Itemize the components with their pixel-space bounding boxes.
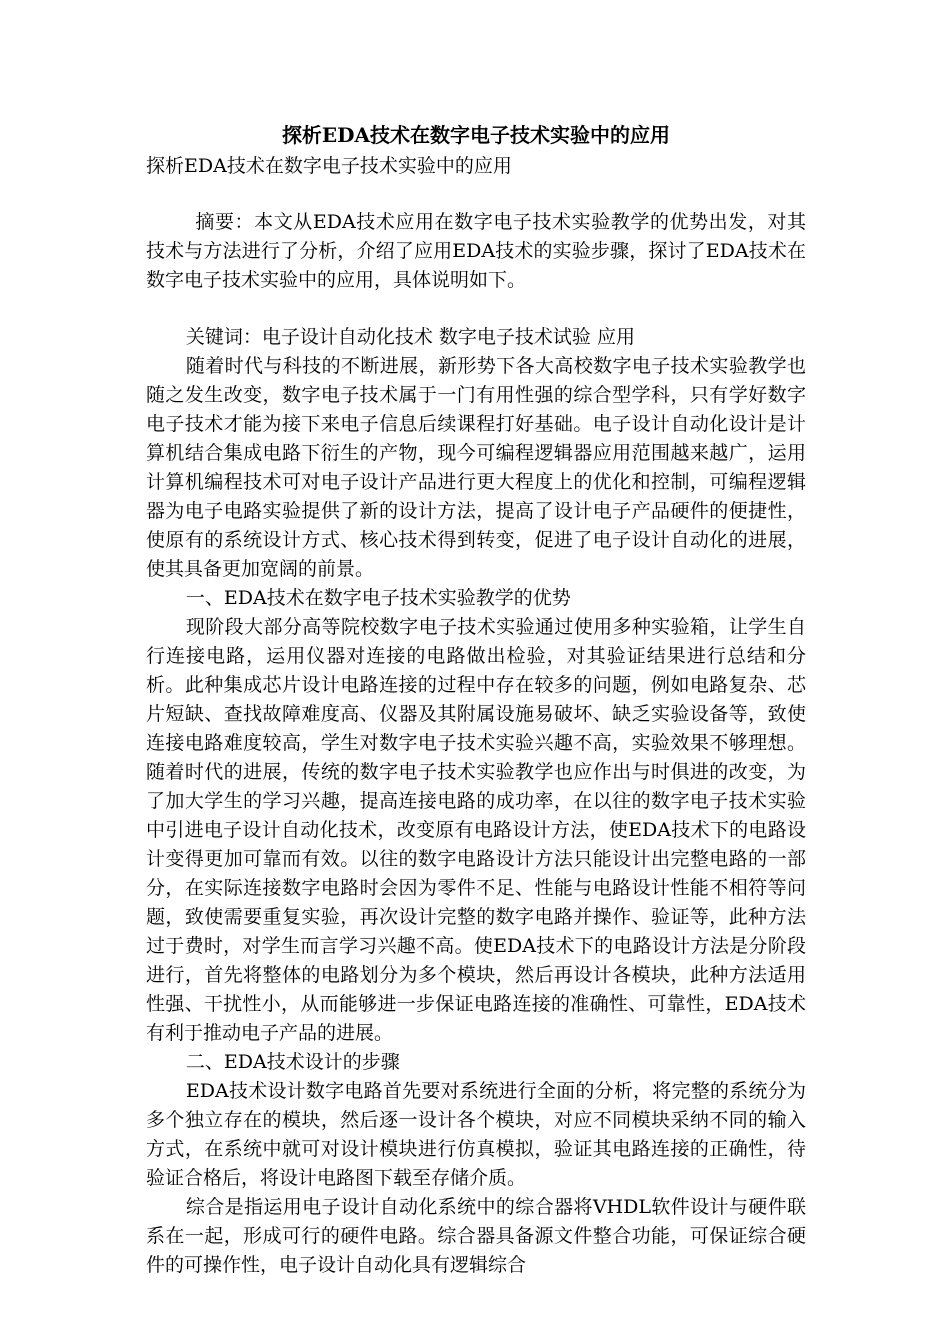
keywords-line: 关键词：电子设计自动化技术 数字电子技术试验 应用 xyxy=(185,326,635,348)
section-2-paragraph-2: 综合是指运用电子设计自动化系统中的综合器将VHDL软件设计与硬件联系在一起，形成可行的硬件电路。综合器具备源文件整合功能，可保证综合硬件的可操作性，电子设计自动化具有逻辑综合 xyxy=(146,1196,806,1276)
section-heading-2: 二、EDA技术设计的步骤 xyxy=(185,1051,400,1073)
document-subtitle: 探析EDA技术在数字电子技术实验中的应用 xyxy=(146,155,512,177)
abstract-paragraph: 摘要：本文从EDA技术应用在数字电子技术实验教学的优势出发，对其技术与方法进行了分析，介绍了应用EDA技术的实验步骤，探讨了EDA技术在数字电子技术实验中的应用，具体说明如下。 xyxy=(146,211,806,291)
document-page xyxy=(146,118,806,1280)
document-title: 探析EDA技术在数字电子技术实验中的应用 xyxy=(281,123,671,147)
section-1-paragraph: 现阶段大部分高等院校数字电子技术实验通过使用多种实验箱，让学生自行连接电路，运用仪器对连接的电路做出检验，对其验证结果进行总结和分析。此种集成芯片设计电路连接的过程中存在较多的问题，例如电路复杂、芯片短缺、查找故障难度高、仪器及其附属设施易破坏、缺乏实验设备等，致使连接电路难度较高，学生对数字电子技术实验兴趣不高，实验效果不够理想。随着时代的进展，传统的数字电子技术实验教学也应作出与时俱进的改变，为了加大学生的学习兴趣，提高连接电路的成功率，在以往的数字电子技术实验中引进电子设计自动化技术，改变原有电路设计方法，使EDA技术下的电路设计变得更加可靠而有效。以往的数字电路设计方法只能设计出完整电路的一部分，在实际连接数字电路时会因为零件不足、性能与电路设计性能不相符等问题，致使需要重复实验，再次设计完整的数字电路并操作、验证等，此种方法过于费时，对学生而言学习兴趣不高。使EDA技术下的电路设计方法是分阶段进行，首先将整体的电路划分为多个模块，然后再设计各模块，此种方法适用性强、干扰性小，从而能够进一步保证电路连接的准确性、可靠性，EDA技术有利于推动电子产品的进展。 xyxy=(146,616,806,1044)
section-2-paragraph-1: EDA技术设计数字电路首先要对系统进行全面的分析，将完整的系统分为多个独立存在的模块，然后逐一设计各个模块，对应不同模块采纳不同的输入方式，在系统中就可对设计模块进行仿真模拟，验证其电路连接的正确性，待验证合格后，将设计电路图下载至存储介质。 xyxy=(146,1080,806,1189)
intro-paragraph: 随着时代与科技的不断进展，新形势下各大高校数字电子技术实验教学也随之发生改变，数字电子技术属于一门有用性强的综合型学科，只有学好数字电子技术才能为接下来电子信息后续课程打好基础。电子设计自动化设计是计算机结合集成电路下衍生的产物，现今可编程逻辑器应用范围越来越广，运用计算机编程技术可对电子设计产品进行更大程度上的优化和控制，可编程逻辑器为电子电路实验提供了新的设计方法，提高了设计电子产品硬件的便捷性，使原有的系统设计方式、核心技术得到转变，促进了电子设计自动化的进展，使其具备更加宽阔的前景。 xyxy=(146,355,806,580)
section-heading-1: 一、EDA技术在数字电子技术实验教学的优势 xyxy=(185,587,571,609)
